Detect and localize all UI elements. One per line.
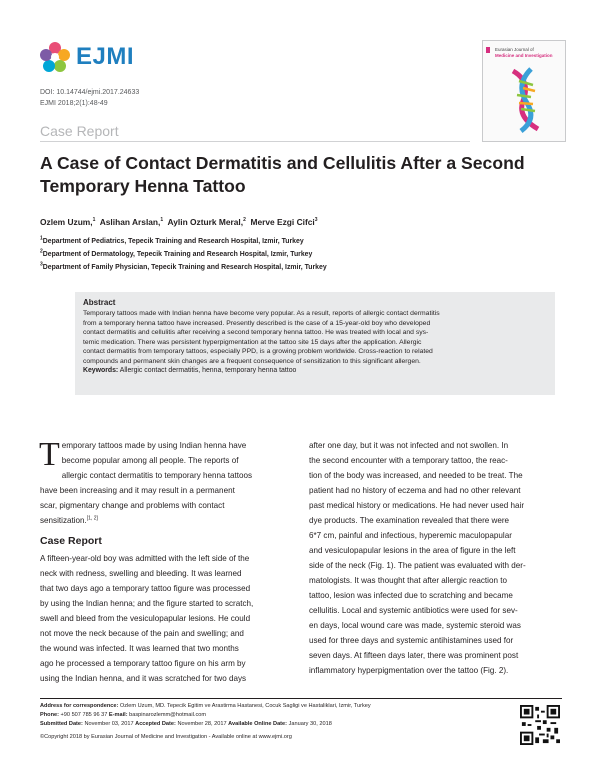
journal-logo [38, 40, 134, 74]
email-link[interactable]: baspinarozlemm@hotmail.com [129, 712, 207, 718]
article-type: Case Report [40, 123, 119, 139]
affiliation-1: $^1$Department of Pediatrics, Tepecik Training and Research Hospital, Izmir, Turkey [40, 235, 304, 245]
logo-flower-icon [38, 40, 72, 74]
intro-paragraph: emporary tattoos made by using Indian henna have become popular among all people. The reports of allergic contact dermatitis to temporary henna tattoos have been increasing and it may result in a permanent scar, pigmentary change and problems with contact sensitization.[1, 2] [40, 441, 253, 525]
abstract-text: Temporary tattoos made with Indian henna have become very popular. As a result, reports of allergic contact dermatitis from a temporary henna tattoo have increased. Presently described is the case of a 15-year-old boy who developed contact dermatitis and cellulitis after receiving a second temporary henna tattoo. He was treated with local and sys- temic medication. There was persistent hyperpigmentation at the tattoo site 15 days after the application. Allergic contact dermatitis from temporary tattoos, especially PPD, is a growing problem worldwide. Cross-reaction to related compounds and permanent skin changes are a frequent consequence of sensitization to this significant allergen. [83, 310, 440, 365]
logo-text: EJMI [76, 43, 135, 70]
qr-code-icon[interactable] [520, 705, 560, 745]
affiliation-3: $^3$Department of Family Physician, Tepecik Training and Research Hospital, Izmir, Turkey [40, 261, 327, 271]
keywords: Keywords: Allergic contact dermatitis, henna, temporary henna tattoo [83, 367, 297, 374]
journal-cover-thumbnail [482, 40, 566, 142]
case-report-heading: Case Report [40, 535, 102, 547]
article-title: A Case of Contact Dermatitis and Cellulitis After a Second Temporary Henna Tattoo [40, 153, 525, 196]
author: Ozlem Uzum, [40, 217, 93, 227]
citation: EJMI 2018;2(1):48-49 [40, 100, 108, 107]
doi[interactable]: DOI: 10.14744/ejmi.2017.24633 [40, 89, 140, 96]
contact-info: Phone: +90 507 785 96 37 E-mail: baspinarozlemm@hotmail.com [40, 712, 207, 718]
author-list: Ozlem Uzum,$^1$ Aslihan Arslan,$^1$ Aylin Ozturk Meral,$^2$ Merve Ezgi Cifci$^3$ [40, 217, 318, 227]
case-paragraph: A fifteen-year-old boy was admitted with the left side of the neck with redness, swelling and bleeding. It was learned that two days ago a temporary tattoo figure was processed by using the Indian henna; and the figure started to scratch, swell and bleed from the vesiculopapular lesions. He could not move the neck because of the pain and swelling; and the wound was infected. It was learned that two months ago he processed a temporary tattoo figure on his arm by using the Indian henna, and it was scratched for two days [40, 554, 254, 683]
cover-title: Eurasian Journal of Medicine and Investigation [495, 47, 553, 58]
author: Aylin Ozturk Meral, [167, 217, 244, 227]
article-dates: Submitted Date: November 03, 2017 Accepted Date: November 28, 2017 Available Online Date: January 30, 2018 [40, 721, 332, 727]
body-column-left [40, 438, 294, 686]
footer-divider [40, 698, 562, 699]
abstract-heading: Abstract [83, 298, 116, 307]
body-column-right: after one day, but it was not infected and not swollen. In the second encounter with a temporary tattoo, the reac- tion of the body was increased, and needed to be treat. The patient had no history of eczema and had no other relevant past medical history or medications. He had never used hair dye products. The examination revealed that there were 6*7 cm, painful and infectious, hyperemic maculopapular and vesiculopapular lesions in the area of figure in the left side of the neck (Fig. 1). The patient was evaluated with der- matologists. It was thought that after allergic reaction to tattoo, lesion was infected due to scratching and became cellulitis. Local and systemic antibiotics were used for sev- en days, local wound care was made, systemic steroid was used for three days and systemic antihistamines used for seven days. At fifteen days later, there was prominent post inflammatory hyperpigmentation over the tattoo (Fig. 2). [309, 441, 526, 675]
abstract-box [75, 292, 555, 395]
reference-link[interactable]: [1, 2] [86, 515, 98, 522]
author: Aslihan Arslan, [99, 217, 161, 227]
correspondence-address: Address for correspondence: Ozlem Uzum, MD. Tepecik Egitim ve Arastirma Hastanesi, Cocuk Sagligi ve Hastaliklari, Izmir, Turkey [40, 703, 371, 709]
copyright: ©Copyright 2018 by Eurasian Journal of Medicine and Investigation - Available online at www.ejmi.org [40, 734, 292, 740]
affiliation-2: $^2$Department of Dermatology, Tepecik Training and Research Hospital, Izmir, Turkey [40, 248, 313, 258]
author: Merve Ezgi Cifci [250, 217, 315, 227]
dropcap: T [39, 436, 60, 473]
header-divider [40, 141, 470, 142]
cover-art-icon [483, 41, 565, 141]
